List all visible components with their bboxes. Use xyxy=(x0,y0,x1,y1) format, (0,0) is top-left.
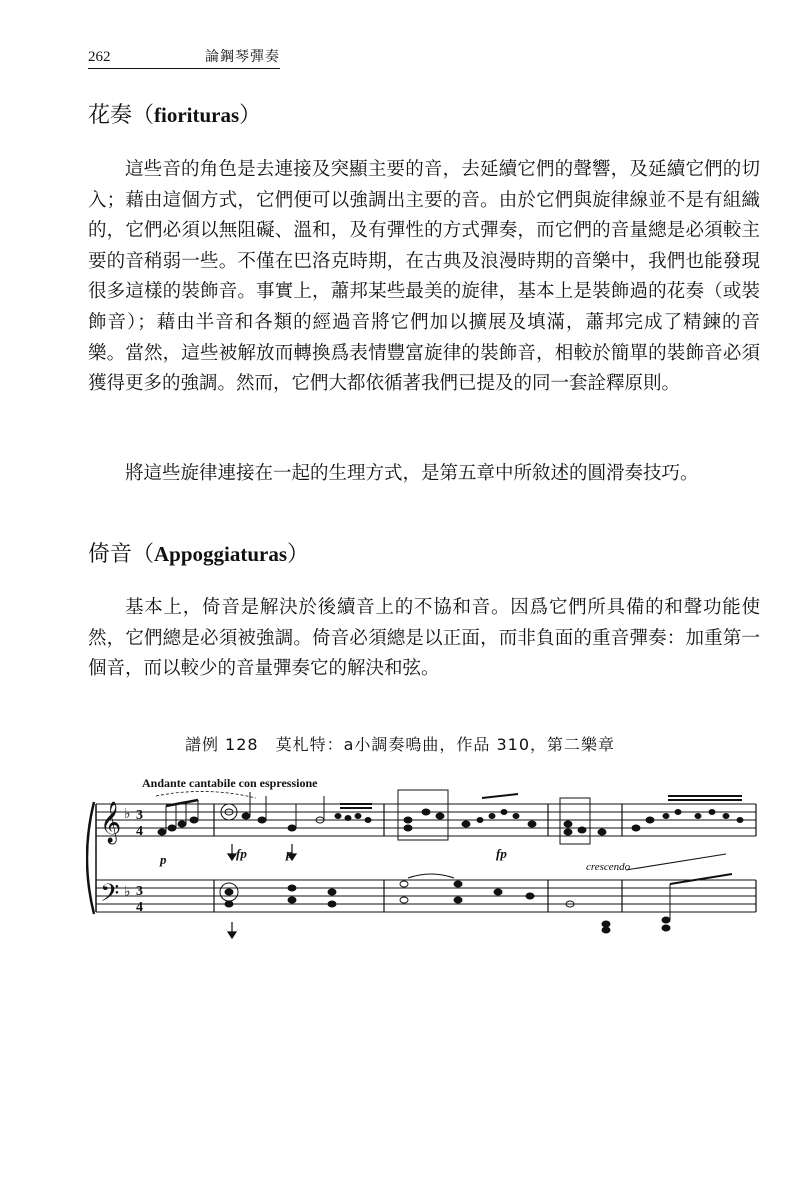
time-sig-top: 3 xyxy=(136,808,143,823)
music-score xyxy=(86,774,766,949)
flat-icon: ♭ xyxy=(124,884,131,900)
brace xyxy=(87,802,94,914)
time-sig-bottom: 4 xyxy=(136,900,143,915)
example-caption: 譜例 128 莫札特：a小調奏鳴曲，作品 310，第二樂章 xyxy=(184,735,616,754)
section-heading-fiorituras xyxy=(88,98,261,129)
heading-cjk: 倚音（ xyxy=(88,542,155,567)
paragraph: 這些音的角色是去連接及突顯主要的音，去延續它們的聲響，及延續它們的切入；藉由這個方式，它們便可以強調出主要的音。由於它們與旋律線並不是有組織的，它們必須以無阻礙、溫和，及有彈性的方式彈奏，而它們的音量總是必須較主要的音稍弱一些。不僅在巴洛克時期，在古典及浪漫時期的音樂中，我們也能發現很多這樣的裝飾音。事實上，蕭邦某些最美的旋律，基本上是裝飾過的花奏（或裝飾音）；藉由半音和各類的經過音將它們加以擴展及填滿，蕭邦完成了精鍊的音樂。當然，這些被解放而轉換爲表情豐富旋律的裝飾音，相較於簡單的裝飾音必須獲得更多的強調。然而，它們大都依循著我們已提及的同一套詮釋原則。 xyxy=(88,159,760,395)
heading-close: ） xyxy=(239,103,262,128)
dynamic-mark: fp xyxy=(236,846,247,861)
treble-clef-icon: 𝄞 xyxy=(100,802,122,843)
paragraph: 基本上，倚音是解決於後續音上的不協和音。因爲它們所具備的和聲功能使然，它們總是必須被強調。倚音必須總是以正面，而非負面的重音彈奏：加重第一個音，而以較少的音量彈奏它的解決和弦。 xyxy=(88,597,760,680)
section-heading-appoggiaturas xyxy=(88,537,309,568)
page-number: 262 xyxy=(88,49,111,65)
dynamic-mark: p xyxy=(160,852,167,867)
time-sig-top: 3 xyxy=(136,884,143,899)
heading-close: ） xyxy=(287,542,310,567)
crescendo-hairpin xyxy=(626,854,726,870)
heading-latin: fiorituras xyxy=(154,103,240,127)
dynamic-mark: crescendo xyxy=(586,861,631,873)
dynamic-mark: fp xyxy=(496,846,507,861)
bass-staff xyxy=(96,880,756,912)
flat-icon: ♭ xyxy=(124,806,131,822)
paragraph: 將這些旋律連接在一起的生理方式，是第五章中所敘述的圓滑奏技巧。 xyxy=(125,463,699,484)
tempo-marking: Andante cantabile con espressione xyxy=(142,776,318,790)
heading-cjk: 花奏（ xyxy=(88,103,155,128)
time-sig-bottom: 4 xyxy=(136,824,143,839)
book-title: 論鋼琴彈奏 xyxy=(205,49,280,65)
dashed-slur xyxy=(156,791,256,798)
running-head xyxy=(88,44,280,69)
heading-latin: Appoggiaturas xyxy=(154,542,288,566)
bass-clef-icon: 𝄢 xyxy=(100,879,120,914)
